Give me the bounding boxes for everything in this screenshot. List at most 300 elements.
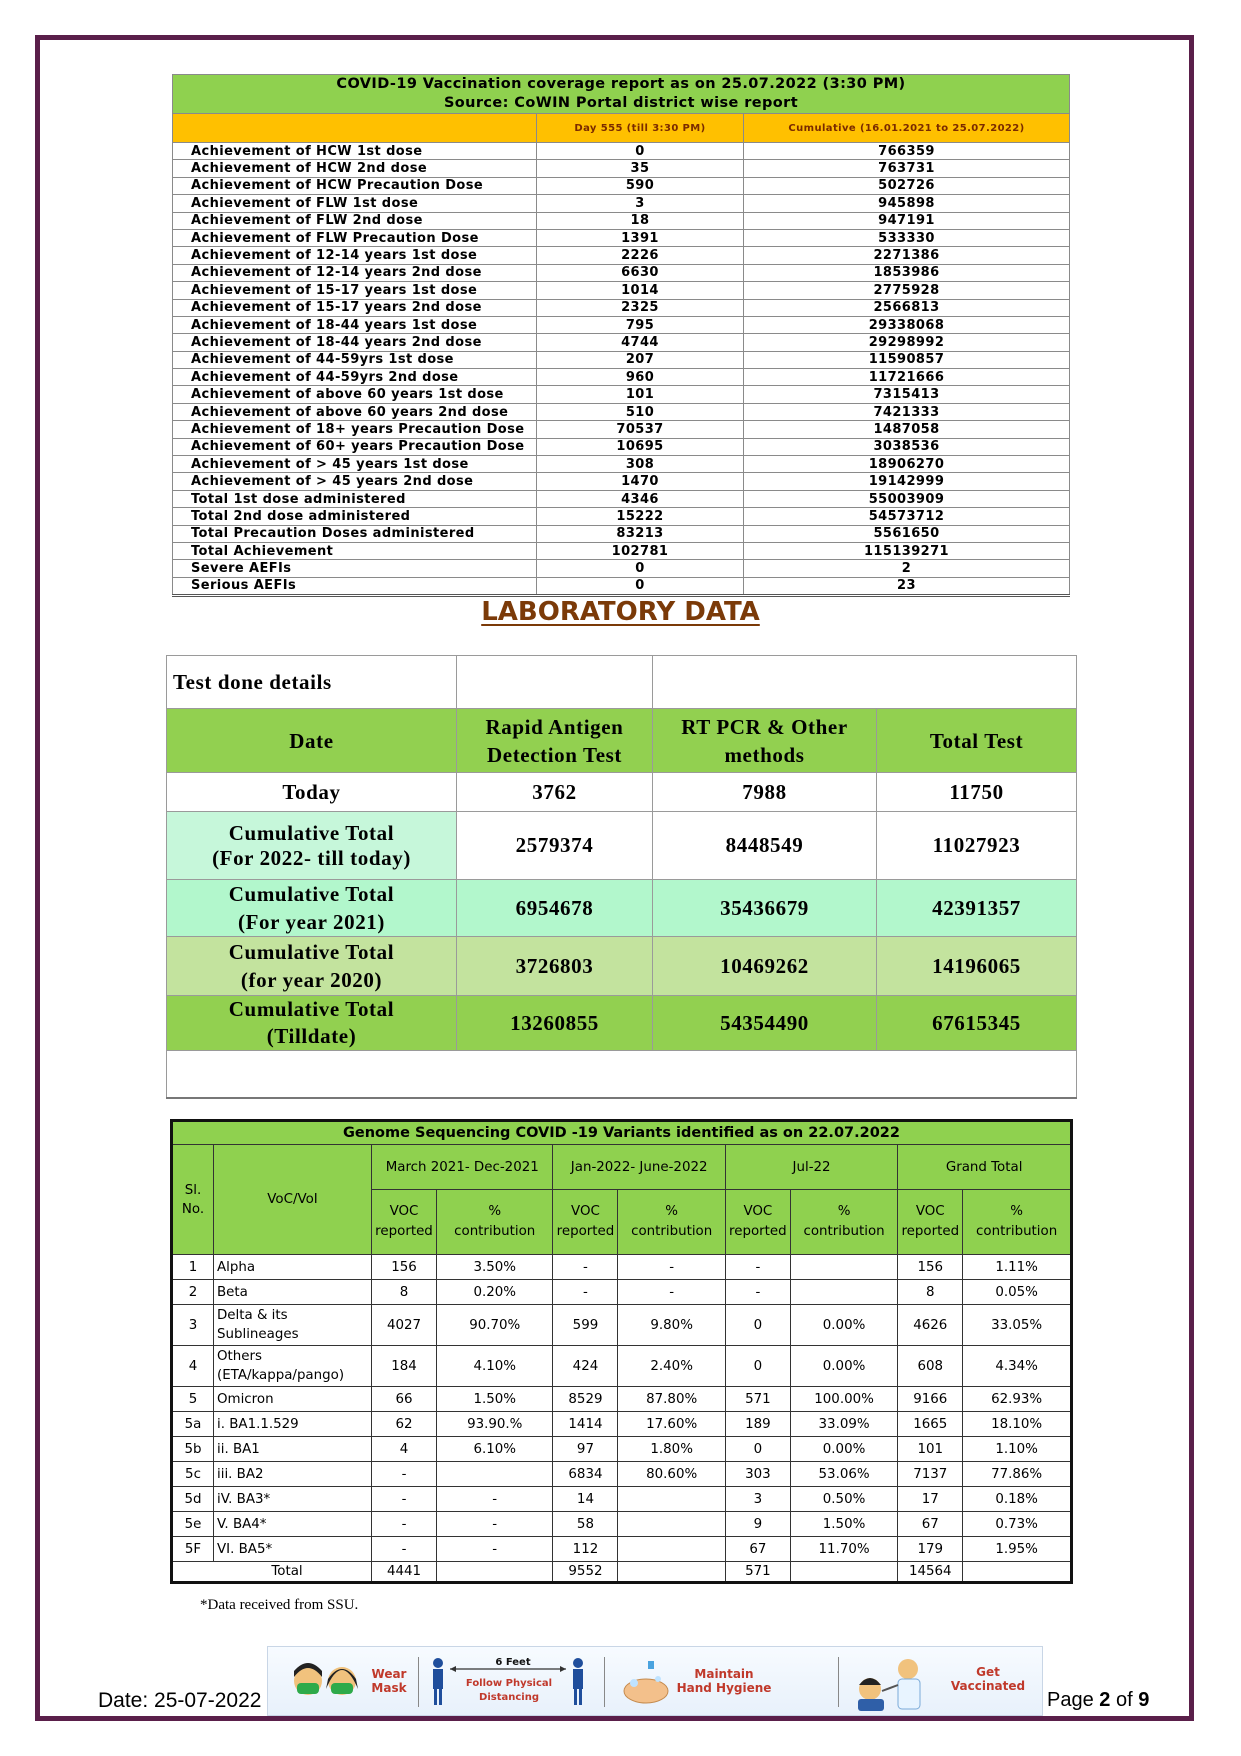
genome-pct: 33.09% — [790, 1412, 897, 1437]
genome-sl: 3 — [172, 1305, 214, 1346]
vaccination-row-label: Achievement of 18+ years Precaution Dose — [173, 421, 537, 438]
vaccination-row-label: Achievement of 44-59yrs 2nd dose — [173, 369, 537, 386]
lab-total: 11027923 — [877, 812, 1077, 880]
vaccination-row-day: 15222 — [537, 508, 744, 525]
vaccination-row — [173, 229, 1070, 246]
genome-subheader-voc: VOC reported — [725, 1190, 790, 1255]
genome-voc: Others (ETA/kappa/pango) — [214, 1346, 372, 1387]
vaccination-row — [173, 560, 1070, 577]
lab-row-2021 — [167, 880, 1077, 937]
vaccination-row-cumulative: 2775928 — [744, 282, 1070, 299]
vaccination-row-label: Severe AEFIs — [173, 560, 537, 577]
genome-voc-count: 599 — [553, 1305, 618, 1346]
genome-sl: 1 — [172, 1255, 214, 1280]
vaccination-row-cumulative: 2 — [744, 560, 1070, 577]
lab-total: 11750 — [877, 773, 1077, 812]
genome-voc: iV. BA3* — [214, 1487, 372, 1512]
lab-row-tilldate — [167, 996, 1077, 1051]
genome-voc-count: 3 — [725, 1487, 790, 1512]
genome-voc-count: 179 — [898, 1537, 963, 1562]
vaccination-row — [173, 369, 1070, 386]
vaccination-row-cumulative: 54573712 — [744, 508, 1070, 525]
genome-voc-count: 8529 — [553, 1387, 618, 1412]
genome-voc: ii. BA1 — [214, 1437, 372, 1462]
genome-subheader-pct: % contribution — [618, 1190, 725, 1255]
genome-voc-count: 156 — [372, 1255, 437, 1280]
genome-voc-count: - — [725, 1255, 790, 1280]
vaccination-row-day: 83213 — [537, 525, 744, 542]
genome-pct: 1.10% — [963, 1437, 1072, 1462]
genome-total-blank — [790, 1562, 897, 1583]
vaccination-row-label: Achievement of FLW 2nd dose — [173, 212, 537, 229]
vaccination-row-label: Achievement of above 60 years 2nd dose — [173, 403, 537, 420]
genome-title: Genome Sequencing COVID -19 Variants identified as on 22.07.2022 — [172, 1121, 1072, 1145]
genome-voc-count: 8 — [898, 1280, 963, 1305]
genome-voc-count: 67 — [725, 1537, 790, 1562]
genome-pct: 0.00% — [790, 1346, 897, 1387]
vaccination-row-cumulative: 115139271 — [744, 542, 1070, 559]
genome-voc-count: 608 — [898, 1346, 963, 1387]
vaccination-row — [173, 403, 1070, 420]
vaccination-row-day: 0 — [537, 143, 744, 160]
genome-voc-count: 4027 — [372, 1305, 437, 1346]
vaccination-row — [173, 299, 1070, 316]
genome-sl: 5c — [172, 1462, 214, 1487]
genome-note: *Data received from SSU. — [200, 1597, 359, 1613]
genome-pct: 33.05% — [963, 1305, 1072, 1346]
lab-rapid: 6954678 — [457, 880, 653, 937]
vaccination-row-label: Achievement of 60+ years Precaution Dose — [173, 438, 537, 455]
genome-pct: - — [437, 1512, 553, 1537]
vaccination-row-label: Achievement of 18-44 years 2nd dose — [173, 334, 537, 351]
lab-rtpcr: 7988 — [653, 773, 877, 812]
genome-voc: iii. BA2 — [214, 1462, 372, 1487]
genome-voc-count: 184 — [372, 1346, 437, 1387]
genome-sl: 5F — [172, 1537, 214, 1562]
six-feet-label: 6 Feet — [495, 1657, 531, 1668]
vaccination-row-day: 2226 — [537, 247, 744, 264]
genome-voc-count: 189 — [725, 1412, 790, 1437]
genome-sl: 2 — [172, 1280, 214, 1305]
lab-rapid: 3762 — [457, 773, 653, 812]
genome-pct: 3.50% — [437, 1255, 553, 1280]
lab-header-rtpcr: RT PCR & Other methods — [653, 709, 877, 773]
vaccination-row-day: 101 — [537, 386, 744, 403]
genome-total-v2: 9552 — [553, 1562, 618, 1583]
genome-pct: 100.00% — [790, 1387, 897, 1412]
genome-voc-count: 66 — [372, 1387, 437, 1412]
page-indicator: Page 2 of 9 — [1047, 1689, 1150, 1711]
lab-table — [166, 655, 1077, 1099]
genome-period: Grand Total — [898, 1145, 1072, 1190]
genome-subheader-pct: % contribution — [437, 1190, 553, 1255]
genome-subheader-voc: VOC reported — [553, 1190, 618, 1255]
vaccination-row-label: Achievement of > 45 years 2nd dose — [173, 473, 537, 490]
genome-voc-count: 4626 — [898, 1305, 963, 1346]
genome-pct: 11.70% — [790, 1537, 897, 1562]
genome-subheader-pct: % contribution — [790, 1190, 897, 1255]
vaccination-row-day: 6630 — [537, 264, 744, 281]
genome-pct: 0.73% — [963, 1512, 1072, 1537]
genome-subheader-voc: VOC reported — [898, 1190, 963, 1255]
genome-total-blank — [437, 1562, 553, 1583]
vaccination-row-cumulative: 766359 — [744, 143, 1070, 160]
lab-table-title: Test done details — [167, 656, 457, 709]
lab-rapid: 2579374 — [457, 812, 653, 880]
genome-pct: 0.18% — [963, 1487, 1072, 1512]
vaccination-row-day: 70537 — [537, 421, 744, 438]
lab-header-total: Total Test — [877, 709, 1077, 773]
genome-pct — [437, 1462, 553, 1487]
vaccination-row — [173, 334, 1070, 351]
vaccination-row-day: 510 — [537, 403, 744, 420]
vaccination-row-day: 10695 — [537, 438, 744, 455]
vaccination-row-label: Achievement of 15-17 years 1st dose — [173, 282, 537, 299]
vaccination-row-cumulative: 23 — [744, 577, 1070, 595]
vaccination-row — [173, 143, 1070, 160]
vaccination-row-label: Achievement of > 45 years 1st dose — [173, 456, 537, 473]
vaccination-row-label: Achievement of above 60 years 1st dose — [173, 386, 537, 403]
vaccination-row-cumulative: 533330 — [744, 229, 1070, 246]
genome-row — [172, 1462, 1072, 1487]
genome-pct — [790, 1255, 897, 1280]
vaccination-row-cumulative: 7315413 — [744, 386, 1070, 403]
genome-pct: 0.00% — [790, 1437, 897, 1462]
genome-pct: 77.86% — [963, 1462, 1072, 1487]
vaccination-row — [173, 195, 1070, 212]
genome-row — [172, 1280, 1072, 1305]
genome-subheader-pct: % contribution — [963, 1190, 1072, 1255]
vaccination-title-cell — [173, 75, 1070, 114]
genome-pct: 1.11% — [963, 1255, 1072, 1280]
lab-rtpcr: 8448549 — [653, 812, 877, 880]
genome-voc-count: 303 — [725, 1462, 790, 1487]
genome-voc: Omicron — [214, 1387, 372, 1412]
genome-pct: 53.06% — [790, 1462, 897, 1487]
genome-total-v4: 14564 — [898, 1562, 963, 1583]
vaccination-row-cumulative: 1487058 — [744, 421, 1070, 438]
genome-voc-count: 9166 — [898, 1387, 963, 1412]
lab-title-blank — [457, 656, 653, 709]
vaccination-row-cumulative: 502726 — [744, 177, 1070, 194]
vaccination-row-day: 0 — [537, 560, 744, 577]
genome-voc-count: 0 — [725, 1346, 790, 1387]
vaccination-source: Source: CoWIN Portal district wise report — [443, 95, 799, 111]
lab-row-2022 — [167, 812, 1077, 880]
lab-row-2020 — [167, 937, 1077, 996]
genome-pct: 4.34% — [963, 1346, 1072, 1387]
genome-row — [172, 1412, 1072, 1437]
genome-pct: 18.10% — [963, 1412, 1072, 1437]
lab-date: Cumulative Total (Tilldate) — [167, 996, 457, 1051]
vaccination-row-day: 18 — [537, 212, 744, 229]
genome-voc-count: 101 — [898, 1437, 963, 1462]
genome-row — [172, 1512, 1072, 1537]
genome-table — [170, 1119, 1073, 1584]
genome-voc-count: - — [372, 1487, 437, 1512]
vaccination-row-day: 4744 — [537, 334, 744, 351]
genome-voc-count: 4 — [372, 1437, 437, 1462]
vaccination-row-cumulative: 7421333 — [744, 403, 1070, 420]
genome-pct — [618, 1487, 725, 1512]
genome-total-blank — [618, 1562, 725, 1583]
lab-rtpcr: 35436679 — [653, 880, 877, 937]
vaccination-row-day: 960 — [537, 369, 744, 386]
genome-pct: - — [437, 1537, 553, 1562]
vaccination-table — [172, 74, 1070, 597]
vaccination-row-day: 35 — [537, 160, 744, 177]
lab-rtpcr: 54354490 — [653, 996, 877, 1051]
genome-pct — [618, 1512, 725, 1537]
genome-row — [172, 1387, 1072, 1412]
lab-row-today — [167, 773, 1077, 812]
genome-voc-count: - — [372, 1512, 437, 1537]
vaccination-row — [173, 577, 1070, 595]
vaccination-title: COVID-19 Vaccination coverage report as on 25.07.2022 (3:30 PM) — [336, 76, 906, 92]
banner-divider — [838, 1657, 839, 1707]
genome-voc-count: 97 — [553, 1437, 618, 1462]
vaccination-row-day: 590 — [537, 177, 744, 194]
genome-voc-count: 1665 — [898, 1412, 963, 1437]
vaccination-row-day: 4346 — [537, 490, 744, 507]
vaccination-row — [173, 282, 1070, 299]
vaccination-row-label: Achievement of 12-14 years 2nd dose — [173, 264, 537, 281]
genome-voc-count: 8 — [372, 1280, 437, 1305]
vaccination-row-day: 3 — [537, 195, 744, 212]
footer-date: Date: 25-07-2022 — [98, 1689, 262, 1712]
page-number: 2 — [1099, 1689, 1111, 1711]
genome-voc-count: 0 — [725, 1305, 790, 1346]
genome-voc-count: 0 — [725, 1437, 790, 1462]
genome-period: Jul-22 — [725, 1145, 897, 1190]
vaccination-row-label: Total Achievement — [173, 542, 537, 559]
genome-total-row — [172, 1562, 1072, 1583]
lab-header-rapid: Rapid Antigen Detection Test — [457, 709, 653, 773]
vaccination-row-label: Achievement of FLW 1st dose — [173, 195, 537, 212]
vaccination-row-day: 102781 — [537, 542, 744, 559]
genome-sl: 5a — [172, 1412, 214, 1437]
vaccination-row — [173, 247, 1070, 264]
vaccination-row — [173, 212, 1070, 229]
lab-empty-row — [167, 1051, 1077, 1099]
vaccination-row — [173, 490, 1070, 507]
genome-sl: 5e — [172, 1512, 214, 1537]
banner-divider — [604, 1657, 605, 1707]
distancing-label: Follow Physical Distancing — [465, 1678, 553, 1703]
genome-voc-count: - — [725, 1280, 790, 1305]
genome-pct: 0.05% — [963, 1280, 1072, 1305]
genome-voc-count: - — [553, 1280, 618, 1305]
vaccination-row-label: Achievement of HCW Precaution Dose — [173, 177, 537, 194]
genome-pct: 93.90.% — [437, 1412, 553, 1437]
genome-pct: 9.80% — [618, 1305, 725, 1346]
vaccination-row-cumulative: 11590857 — [744, 351, 1070, 368]
genome-voc-count: 424 — [553, 1346, 618, 1387]
lab-title-blank — [653, 656, 1077, 709]
genome-voc: Beta — [214, 1280, 372, 1305]
genome-pct: 17.60% — [618, 1412, 725, 1437]
banner-divider — [418, 1657, 419, 1707]
vaccination-row-cumulative: 947191 — [744, 212, 1070, 229]
lab-rapid: 13260855 — [457, 996, 653, 1051]
genome-voc-count: 571 — [725, 1387, 790, 1412]
vaccination-row-label: Total 1st dose administered — [173, 490, 537, 507]
vaccination-row-cumulative: 29298992 — [744, 334, 1070, 351]
vaccination-row — [173, 456, 1070, 473]
genome-sl: 5b — [172, 1437, 214, 1462]
vaccinated-label: Get Vaccinated — [950, 1665, 1026, 1693]
lab-total: 42391357 — [877, 880, 1077, 937]
genome-row — [172, 1437, 1072, 1462]
vaccination-row-day: 1470 — [537, 473, 744, 490]
genome-subheader-voc: VOC reported — [372, 1190, 437, 1255]
genome-voc-count: 17 — [898, 1487, 963, 1512]
vaccination-row — [173, 525, 1070, 542]
genome-row — [172, 1487, 1072, 1512]
genome-voc: Alpha — [214, 1255, 372, 1280]
genome-row — [172, 1255, 1072, 1280]
genome-pct: 62.93% — [963, 1387, 1072, 1412]
lab-total: 14196065 — [877, 937, 1077, 996]
genome-pct: 1.50% — [790, 1512, 897, 1537]
vaccination-row-day: 308 — [537, 456, 744, 473]
genome-voc-count: 67 — [898, 1512, 963, 1537]
genome-pct: - — [618, 1255, 725, 1280]
genome-pct: 0.50% — [790, 1487, 897, 1512]
safety-banner — [267, 1646, 1043, 1716]
vaccination-row-cumulative: 11721666 — [744, 369, 1070, 386]
hygiene-label: Maintain Hand Hygiene — [676, 1667, 772, 1695]
vaccination-row-day: 1391 — [537, 229, 744, 246]
genome-pct: - — [618, 1280, 725, 1305]
vaccination-row-label: Achievement of 18-44 years 1st dose — [173, 316, 537, 333]
vaccination-row — [173, 473, 1070, 490]
genome-pct: - — [437, 1487, 553, 1512]
header-day: Day 555 (till 3:30 PM) — [537, 114, 744, 143]
vaccination-row — [173, 386, 1070, 403]
lab-header-date: Date — [167, 709, 457, 773]
vaccination-row-cumulative: 1853986 — [744, 264, 1070, 281]
genome-voc-count: 62 — [372, 1412, 437, 1437]
vaccination-row — [173, 160, 1070, 177]
lab-heading: LABORATORY DATA — [481, 597, 760, 627]
page-total: 9 — [1138, 1689, 1150, 1711]
genome-voc-count: 9 — [725, 1512, 790, 1537]
genome-header-sl: Sl. No. — [172, 1145, 214, 1255]
masked-faces-icon — [288, 1659, 364, 1707]
vaccination-row-day: 0 — [537, 577, 744, 595]
hand-wash-icon — [618, 1657, 674, 1707]
genome-pct: 1.80% — [618, 1437, 725, 1462]
vaccination-row — [173, 177, 1070, 194]
vaccination-row-label: Achievement of 44-59yrs 1st dose — [173, 351, 537, 368]
header-blank — [173, 114, 537, 143]
lab-date: Today — [167, 773, 457, 812]
vaccination-row-cumulative: 19142999 — [744, 473, 1070, 490]
lab-date: Cumulative Total (for year 2020) — [167, 937, 457, 996]
vaccination-row — [173, 264, 1070, 281]
vaccination-row-day: 2325 — [537, 299, 744, 316]
vaccination-row-cumulative: 18906270 — [744, 456, 1070, 473]
genome-pct: 0.20% — [437, 1280, 553, 1305]
genome-voc-count: - — [372, 1537, 437, 1562]
vaccination-row-day: 1014 — [537, 282, 744, 299]
genome-total-label: Total — [172, 1562, 372, 1583]
genome-pct: 4.10% — [437, 1346, 553, 1387]
genome-row — [172, 1537, 1072, 1562]
genome-voc-count: 14 — [553, 1487, 618, 1512]
lab-total: 67615345 — [877, 996, 1077, 1051]
vaccination-row-cumulative: 2271386 — [744, 247, 1070, 264]
genome-period: Jan-2022- June-2022 — [553, 1145, 725, 1190]
genome-voc-count: - — [372, 1462, 437, 1487]
genome-voc-count: 6834 — [553, 1462, 618, 1487]
vaccination-row — [173, 438, 1070, 455]
vaccination-row-label: Achievement of 12-14 years 1st dose — [173, 247, 537, 264]
genome-period: March 2021- Dec-2021 — [372, 1145, 553, 1190]
genome-header-voc: VoC/VoI — [214, 1145, 372, 1255]
genome-voc: i. BA1.1.529 — [214, 1412, 372, 1437]
genome-voc-count: 112 — [553, 1537, 618, 1562]
vaccination-row-day: 795 — [537, 316, 744, 333]
vaccination-row-label: Achievement of HCW 2nd dose — [173, 160, 537, 177]
vaccination-row-cumulative: 763731 — [744, 160, 1070, 177]
genome-pct: 87.80% — [618, 1387, 725, 1412]
genome-pct — [618, 1537, 725, 1562]
vaccination-row-cumulative: 55003909 — [744, 490, 1070, 507]
vaccination-row — [173, 542, 1070, 559]
genome-voc-count: 156 — [898, 1255, 963, 1280]
vaccination-row — [173, 351, 1070, 368]
genome-pct: 2.40% — [618, 1346, 725, 1387]
genome-voc: Delta & its Sublineages — [214, 1305, 372, 1346]
vaccination-row-cumulative: 5561650 — [744, 525, 1070, 542]
genome-row — [172, 1346, 1072, 1387]
vaccination-row — [173, 421, 1070, 438]
vaccination-row-label: Achievement of 15-17 years 2nd dose — [173, 299, 537, 316]
genome-voc-count: - — [553, 1255, 618, 1280]
vaccination-row-label: Serious AEFIs — [173, 577, 537, 595]
genome-pct — [790, 1280, 897, 1305]
vaccination-row-cumulative: 29338068 — [744, 316, 1070, 333]
lab-date: Cumulative Total (For year 2021) — [167, 880, 457, 937]
lab-rapid: 3726803 — [457, 937, 653, 996]
genome-voc-count: 7137 — [898, 1462, 963, 1487]
genome-voc-count: 58 — [553, 1512, 618, 1537]
genome-sl: 4 — [172, 1346, 214, 1387]
genome-pct: 1.95% — [963, 1537, 1072, 1562]
genome-row — [172, 1305, 1072, 1346]
vaccination-row-label: Achievement of HCW 1st dose — [173, 143, 537, 160]
wear-mask-label: Wear Mask — [371, 1667, 407, 1695]
vaccination-row-label: Achievement of FLW Precaution Dose — [173, 229, 537, 246]
vaccination-icon — [848, 1653, 938, 1713]
genome-sl: 5 — [172, 1387, 214, 1412]
lab-date: Cumulative Total (For 2022- till today) — [167, 812, 457, 880]
vaccination-row-cumulative: 945898 — [744, 195, 1070, 212]
genome-total-v1: 4441 — [372, 1562, 437, 1583]
genome-pct: 80.60% — [618, 1462, 725, 1487]
genome-total-blank — [963, 1562, 1072, 1583]
genome-total-v3: 571 — [725, 1562, 790, 1583]
lab-rtpcr: 10469262 — [653, 937, 877, 996]
genome-pct: 1.50% — [437, 1387, 553, 1412]
vaccination-row-day: 207 — [537, 351, 744, 368]
genome-pct: 0.00% — [790, 1305, 897, 1346]
genome-voc: V. BA4* — [214, 1512, 372, 1537]
genome-pct: 90.70% — [437, 1305, 553, 1346]
vaccination-row-label: Total 2nd dose administered — [173, 508, 537, 525]
